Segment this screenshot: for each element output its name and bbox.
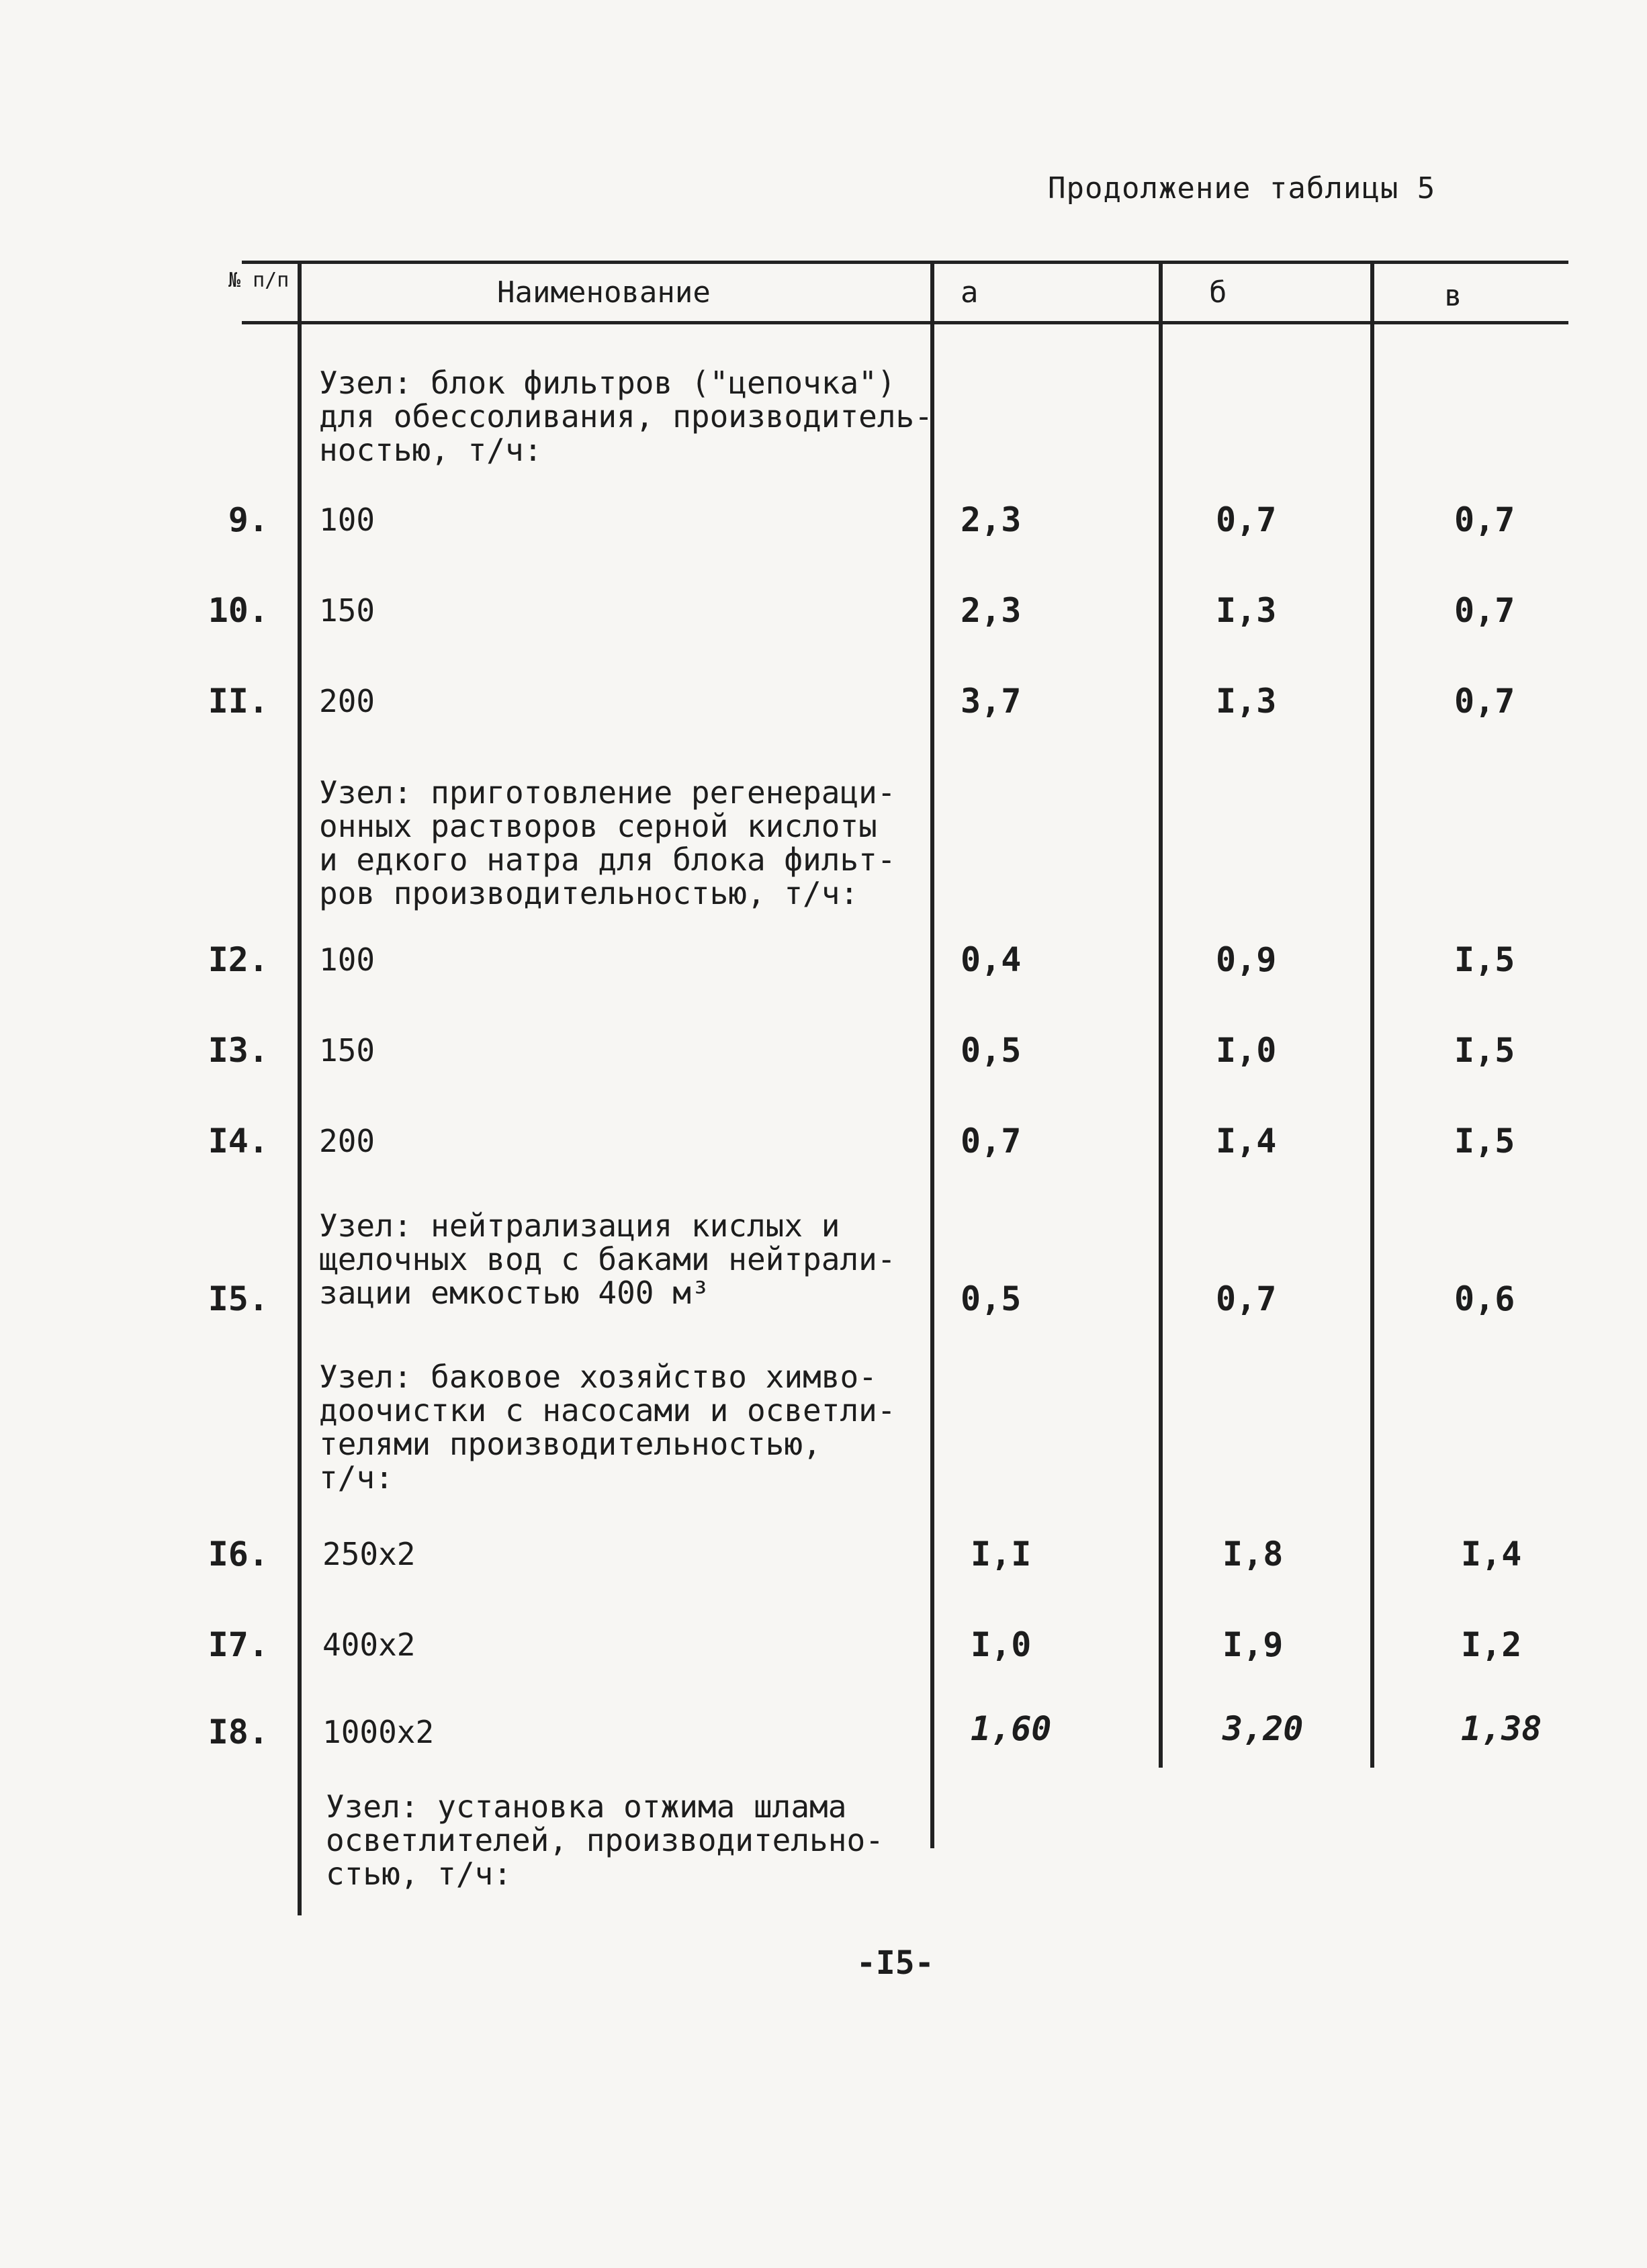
row-number: 9. [228, 500, 269, 539]
row-name: 200 [319, 683, 375, 719]
row-name: 200 [319, 1123, 375, 1159]
value-v: 1,38 [1461, 1709, 1542, 1748]
row-number: II. [208, 682, 269, 721]
row-number: I3. [208, 1031, 269, 1070]
value-b: I,9 [1222, 1625, 1284, 1664]
row-number: I6. [208, 1535, 269, 1574]
value-v: 0,7 [1454, 591, 1515, 630]
header-bottom-rule [242, 321, 1568, 324]
value-v: 0,6 [1454, 1279, 1515, 1318]
table-caption: Продолжение таблицы 5 [1048, 171, 1436, 206]
value-b: I,8 [1222, 1535, 1284, 1574]
row-name: 400x2 [322, 1627, 416, 1663]
row-name: 1000x2 [322, 1714, 435, 1750]
value-a: 0,4 [961, 940, 1022, 979]
value-v: 0,7 [1454, 500, 1515, 539]
value-b: I,4 [1216, 1122, 1277, 1161]
row-number: I5. [208, 1279, 269, 1318]
value-b: 0,7 [1216, 500, 1277, 539]
row-number: I2. [208, 940, 269, 979]
value-b: 3,20 [1222, 1709, 1304, 1748]
value-v: I,5 [1454, 940, 1515, 979]
value-v: 0,7 [1454, 682, 1515, 721]
value-b: I,3 [1216, 591, 1277, 630]
column-divider-np [298, 263, 302, 1915]
group-heading: Узел: блок фильтров ("цепочка") для обессоливания, производитель- ностью, т/ч: [319, 365, 933, 468]
value-v: I,5 [1454, 1031, 1515, 1070]
row-name: 100 [319, 502, 375, 538]
header-a: а [961, 275, 979, 310]
header-name: Наименование [497, 275, 711, 310]
table-top-rule [242, 261, 1568, 264]
row-name: 150 [319, 592, 375, 629]
page-number: -I5- [856, 1944, 934, 1982]
group-heading: Узел: приготовление регенераци- онных растворов серной кислоты и едкого натра для блока фильт- ров производительностью, т/ч: [319, 774, 896, 911]
group-heading: Узел: установка отжима шлама осветлителей, производительно- стью, т/ч: [326, 1788, 884, 1892]
value-b: I,0 [1216, 1031, 1277, 1070]
row-number: I8. [208, 1713, 269, 1752]
header-b: б [1209, 275, 1227, 310]
value-a: I,I [971, 1535, 1032, 1574]
column-divider-name [930, 263, 934, 1848]
row-name: 250x2 [322, 1536, 416, 1572]
value-a: 3,7 [961, 682, 1022, 721]
value-a: 0,5 [961, 1279, 1022, 1318]
value-v: I,4 [1461, 1535, 1522, 1574]
row-number: I7. [208, 1625, 269, 1664]
header-v: в [1444, 279, 1462, 313]
value-a: 2,3 [961, 591, 1022, 630]
value-a: 2,3 [961, 500, 1022, 539]
value-v: I,2 [1461, 1625, 1522, 1664]
row-name: 150 [319, 1032, 375, 1069]
value-b: I,3 [1216, 682, 1277, 721]
value-b: 0,7 [1216, 1279, 1277, 1318]
value-v: I,5 [1454, 1122, 1515, 1161]
column-divider-a [1159, 263, 1163, 1768]
row-name: Узел: нейтрализация кислых и щелочных вод с баками нейтрали- зации емкостью 400 м³ [319, 1208, 896, 1311]
value-a: 0,5 [961, 1031, 1022, 1070]
value-a: 0,7 [961, 1122, 1022, 1161]
header-np: № п/п [228, 269, 290, 292]
row-number: 10. [208, 591, 269, 630]
value-b: 0,9 [1216, 940, 1277, 979]
group-heading: Узел: баковое хозяйство химво- доочистки с насосами и осветли- телями производительностью, т/ч: [319, 1359, 896, 1496]
column-divider-b [1370, 263, 1374, 1768]
value-a: 1,60 [971, 1709, 1052, 1748]
row-number: I4. [208, 1122, 269, 1161]
value-a: I,0 [971, 1625, 1032, 1664]
row-name: 100 [319, 942, 375, 978]
